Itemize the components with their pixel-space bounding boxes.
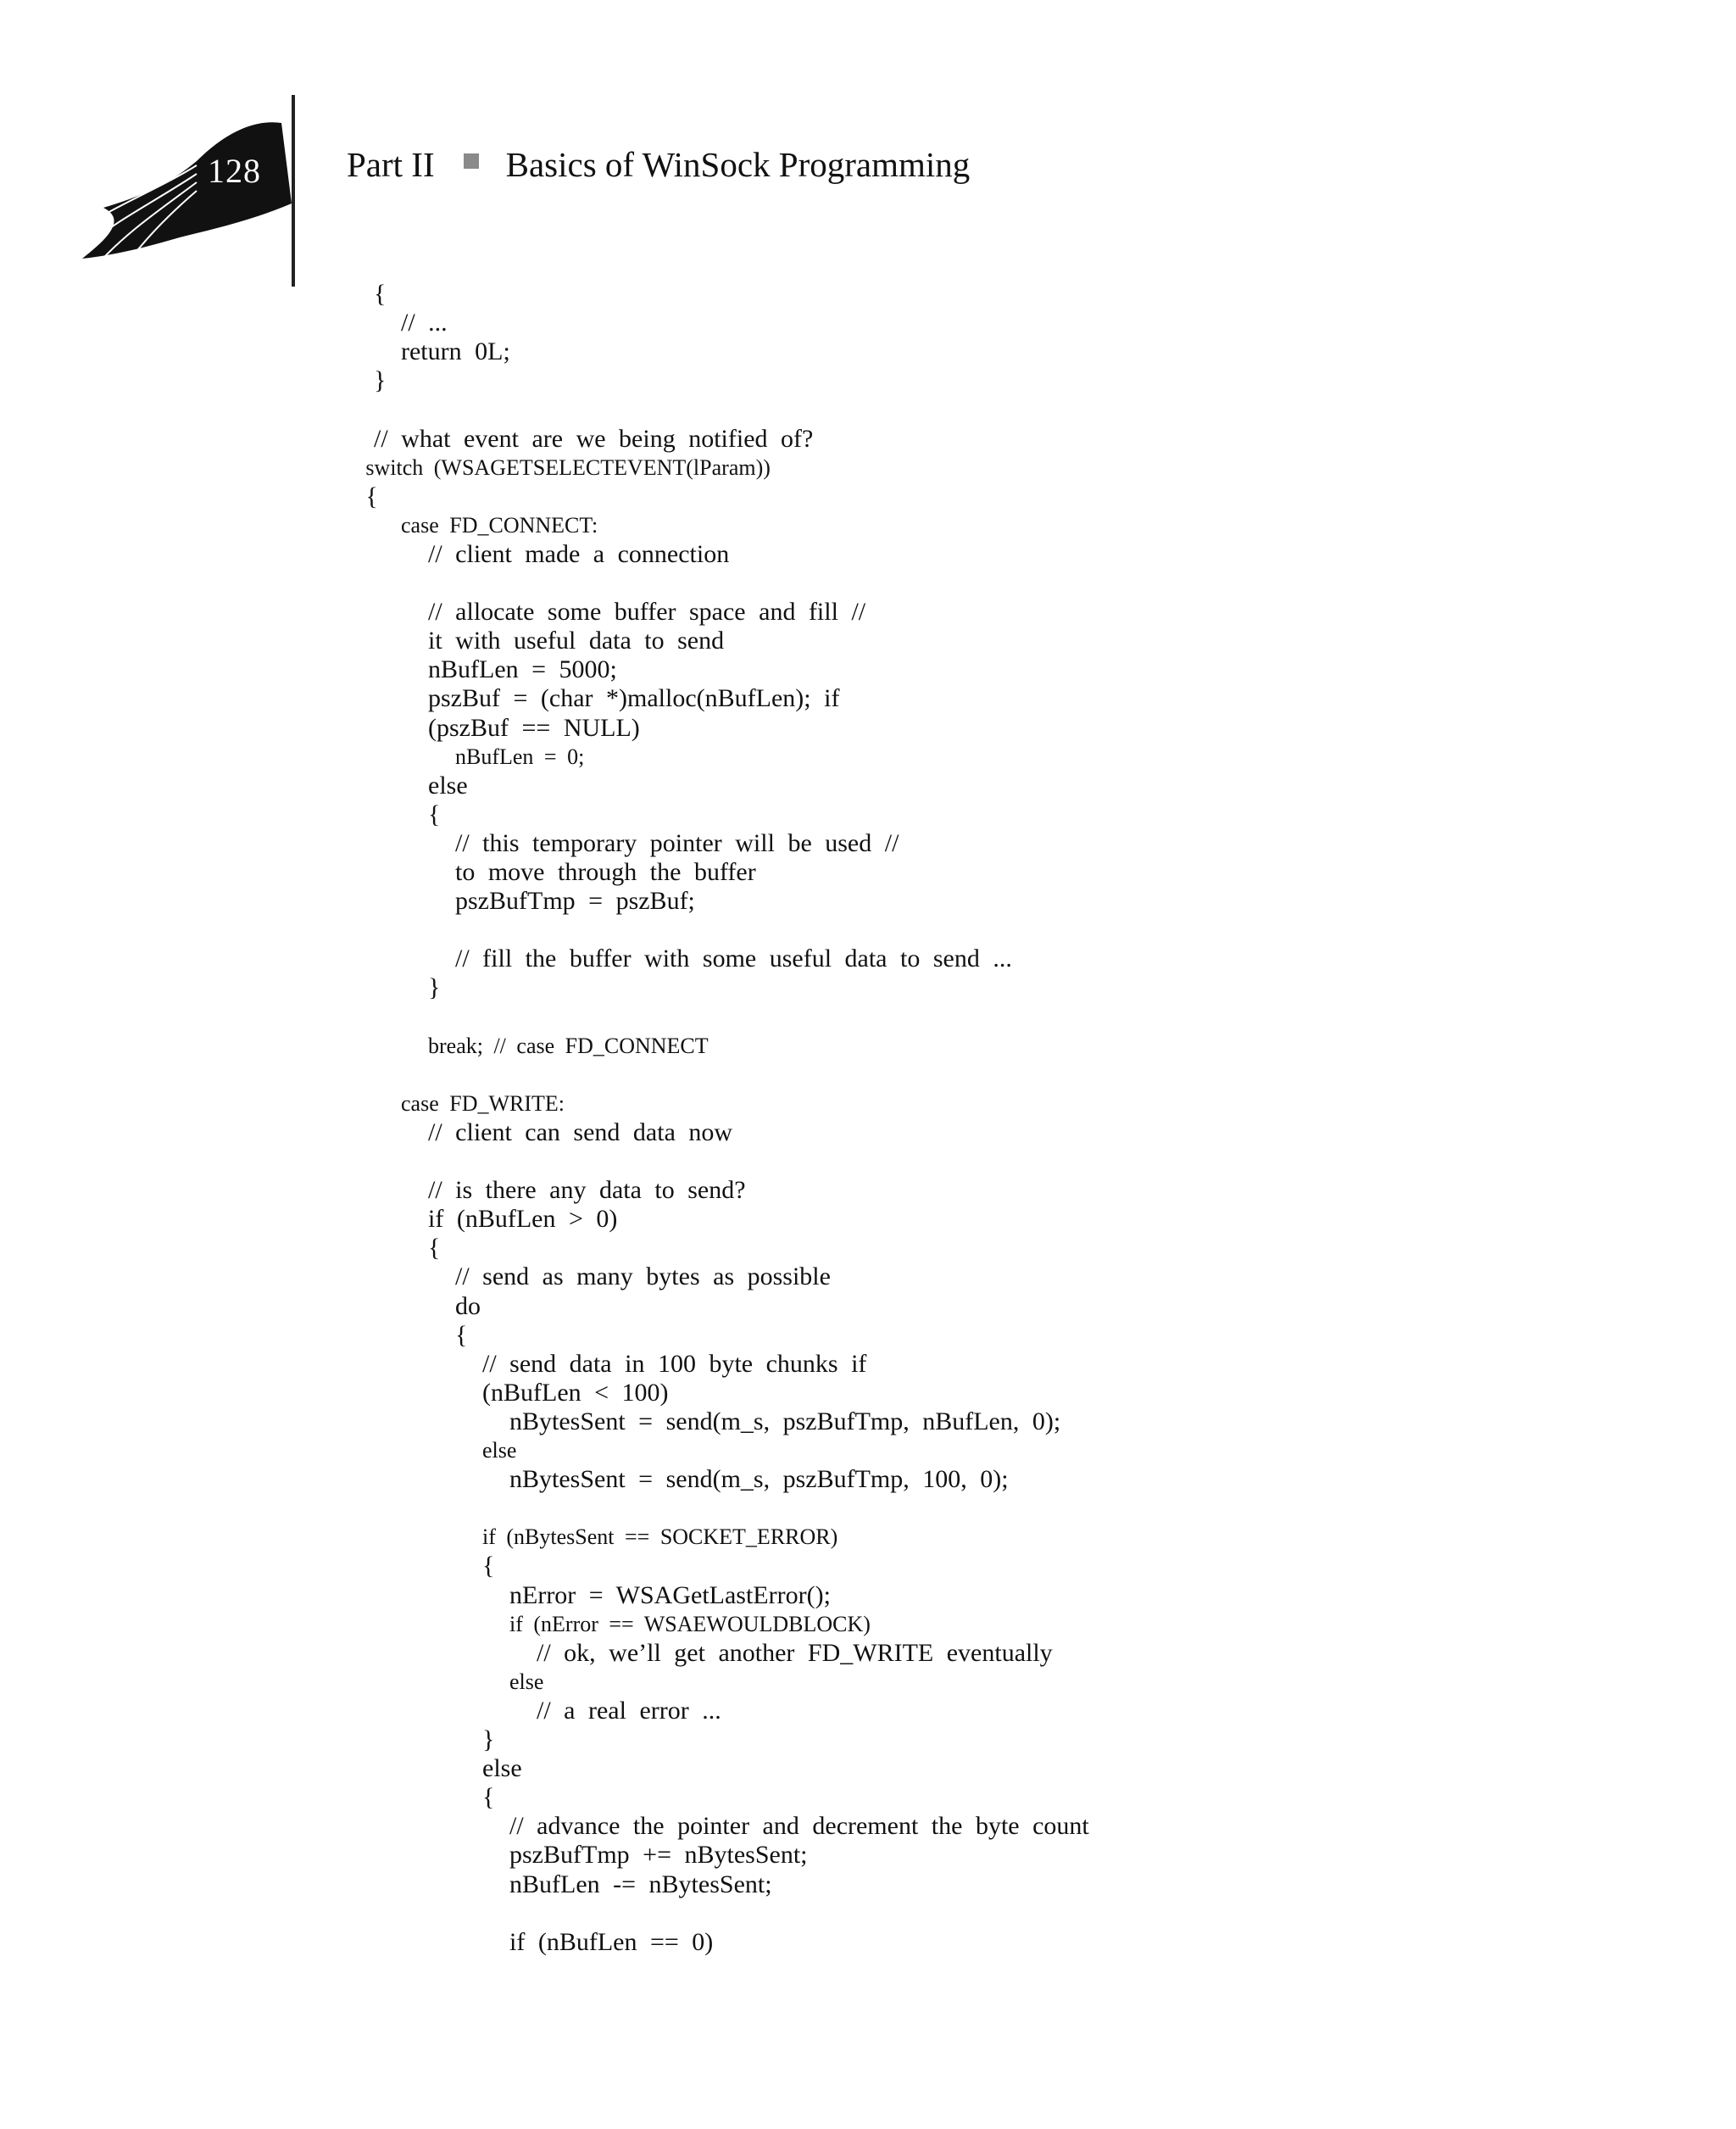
code-line: else — [482, 1754, 522, 1783]
code-line: // this temporary pointer will be used // — [455, 828, 899, 857]
code-line: (pszBuf == NULL) — [428, 713, 640, 742]
code-line: nBufLen = 0; — [455, 744, 585, 769]
code-line: // send as many bytes as possible — [455, 1262, 831, 1291]
code-line: { — [482, 1552, 495, 1580]
code-line: do — [455, 1291, 481, 1320]
code-line: // allocate some buffer space and fill // — [428, 598, 866, 627]
feather-quill-icon — [70, 102, 307, 297]
code-line: case FD_CONNECT: — [401, 512, 598, 538]
square-bullet-icon — [464, 153, 479, 169]
code-line: } — [374, 366, 387, 395]
code-line: nBytesSent = send(m_s, pszBufTmp, nBufLen, 0); — [509, 1407, 1061, 1435]
code-line: nBufLen -= nBytesSent; — [509, 1870, 772, 1898]
code-line: // ok, we’ll get another FD_WRITE eventually — [537, 1638, 1053, 1667]
code-line: if (nBufLen > 0) — [428, 1205, 618, 1234]
code-line: break; // case FD_CONNECT — [428, 1033, 709, 1058]
code-line: // client can send data now — [428, 1117, 733, 1146]
code-line: { — [374, 280, 387, 308]
code-line: if (nBufLen == 0) — [509, 1927, 714, 1956]
code-line: if (nBytesSent == SOCKET_ERROR) — [482, 1524, 838, 1550]
code-line: { — [482, 1783, 495, 1812]
code-line: // advance the pointer and decrement the byte count — [509, 1812, 1089, 1841]
code-line: } — [428, 973, 441, 1002]
code-line: // client made a connection — [428, 539, 730, 568]
code-line: to move through the buffer — [455, 858, 756, 886]
code-line: // send data in 100 byte chunks if — [482, 1349, 867, 1378]
code-line: else — [509, 1669, 544, 1694]
header-rule — [292, 95, 295, 287]
code-line: // fill the buffer with some useful data to send ... — [455, 945, 1012, 973]
code-line: pszBufTmp = pszBuf; — [455, 887, 695, 916]
code-line: { — [365, 482, 378, 510]
code-line: nBytesSent = send(m_s, pszBufTmp, 100, 0); — [509, 1465, 1009, 1494]
code-line: nBufLen = 5000; — [428, 655, 617, 684]
page-number: 128 — [208, 152, 261, 190]
running-header — [347, 144, 970, 185]
code-line: } — [482, 1725, 495, 1753]
code-line: pszBufTmp += nBytesSent; — [509, 1841, 808, 1870]
code-line: // is there any data to send? — [428, 1176, 746, 1205]
code-line: else — [482, 1438, 517, 1463]
code-line: { — [455, 1320, 468, 1349]
code-line: { — [428, 1234, 441, 1262]
code-line: case FD_WRITE: — [401, 1090, 565, 1116]
code-line: // what event are we being notified of? — [374, 424, 814, 453]
code-line: pszBuf = (char *)malloc(nBufLen); if — [428, 684, 840, 713]
code-line: else — [428, 771, 468, 800]
code-line: // ... — [401, 309, 448, 337]
chapter-title: Basics of WinSock Programming — [505, 145, 971, 184]
code-line: if (nError == WSAEWOULDBLOCK) — [509, 1611, 871, 1636]
part-label: Part II — [347, 145, 435, 184]
code-line: // a real error ... — [537, 1696, 721, 1725]
code-line: switch (WSAGETSELECTEVENT(lParam)) — [365, 454, 771, 480]
code-line: it with useful data to send — [428, 627, 725, 655]
code-line: { — [428, 800, 441, 828]
code-line: (nBufLen < 100) — [482, 1378, 669, 1407]
code-line: nError = WSAGetLastError(); — [509, 1580, 831, 1609]
code-line: return 0L; — [401, 337, 510, 366]
